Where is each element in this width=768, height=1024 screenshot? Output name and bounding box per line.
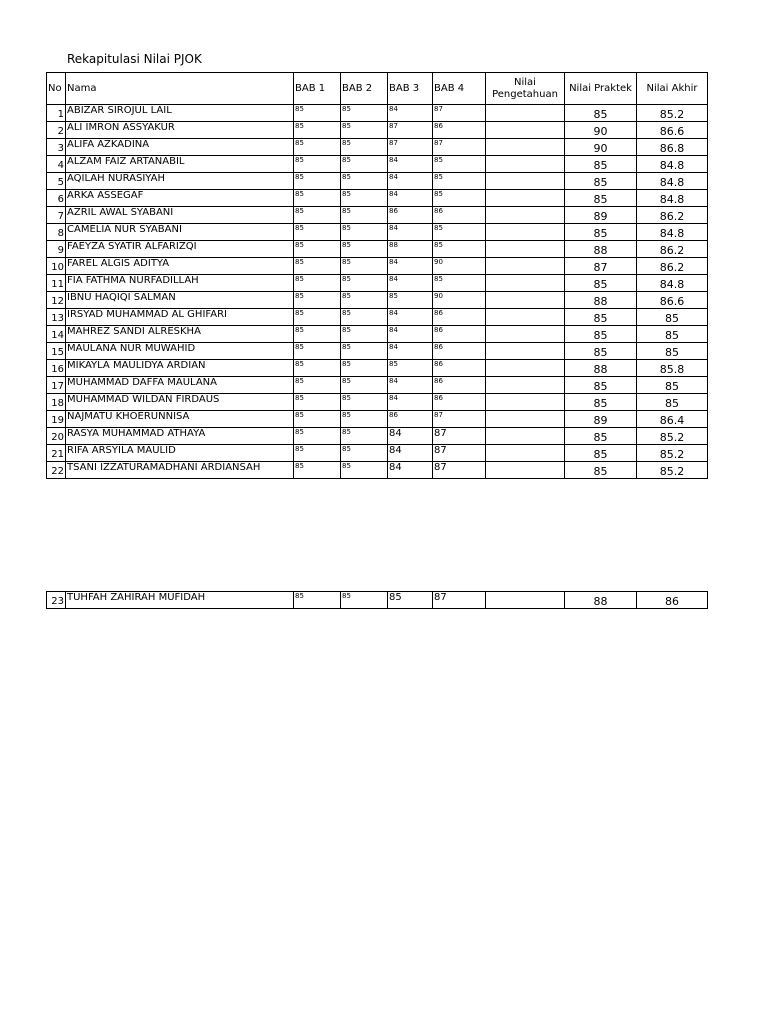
cell-nilai-praktek: 85 — [565, 445, 637, 462]
page-title: Rekapitulasi Nilai PJOK — [67, 52, 202, 66]
cell-nilai-pengetahuan — [486, 592, 565, 609]
cell-bab3: 84 — [388, 156, 433, 173]
table-row — [47, 309, 708, 326]
cell-no: 15 — [47, 343, 66, 360]
cell-bab4: 87 — [433, 445, 486, 462]
cell-bab2: 85 — [341, 224, 388, 241]
cell-no: 7 — [47, 207, 66, 224]
cell-bab2: 85 — [341, 428, 388, 445]
cell-nilai-akhir: 86 — [637, 592, 708, 609]
cell-no: 4 — [47, 156, 66, 173]
cell-no: 14 — [47, 326, 66, 343]
cell-nama: ALZAM FAIZ ARTANABIL — [66, 156, 294, 173]
table-row — [47, 592, 708, 609]
cell-bab3: 84 — [388, 275, 433, 292]
cell-nilai-praktek: 87 — [565, 258, 637, 275]
cell-nilai-praktek: 89 — [565, 411, 637, 428]
cell-bab1: 85 — [294, 224, 341, 241]
table-row — [47, 173, 708, 190]
table-row — [47, 241, 708, 258]
cell-nilai-pengetahuan — [486, 428, 565, 445]
cell-nama: IRSYAD MUHAMMAD AL GHIFARI — [66, 309, 294, 326]
cell-bab2: 85 — [341, 258, 388, 275]
cell-nama: ALIFA AZKADINA — [66, 139, 294, 156]
cell-bab3: 84 — [388, 105, 433, 122]
cell-nilai-praktek: 88 — [565, 592, 637, 609]
cell-bab1: 85 — [294, 156, 341, 173]
cell-nama: AQILAH NURASIYAH — [66, 173, 294, 190]
cell-bab4: 86 — [433, 309, 486, 326]
cell-bab4: 87 — [433, 139, 486, 156]
cell-nilai-praktek: 85 — [565, 173, 637, 190]
cell-no: 9 — [47, 241, 66, 258]
cell-bab3: 87 — [388, 139, 433, 156]
cell-no: 2 — [47, 122, 66, 139]
cell-nilai-praktek: 85 — [565, 428, 637, 445]
table-row — [47, 275, 708, 292]
cell-nama: ARKA ASSEGAF — [66, 190, 294, 207]
cell-nilai-pengetahuan — [486, 224, 565, 241]
cell-bab4: 87 — [433, 105, 486, 122]
cell-nama: NAJMATU KHOERUNNISA — [66, 411, 294, 428]
cell-nilai-akhir: 86.6 — [637, 122, 708, 139]
cell-bab1: 85 — [294, 377, 341, 394]
cell-nama: FIA FATHMA NURFADILLAH — [66, 275, 294, 292]
cell-nilai-praktek: 85 — [565, 326, 637, 343]
cell-bab3: 86 — [388, 207, 433, 224]
table-row — [47, 122, 708, 139]
cell-nilai-akhir: 85.2 — [637, 428, 708, 445]
cell-no: 6 — [47, 190, 66, 207]
cell-nilai-akhir: 85.8 — [637, 360, 708, 377]
header-bab1: BAB 1 — [294, 73, 341, 105]
cell-bab4: 87 — [433, 411, 486, 428]
cell-bab1: 85 — [294, 241, 341, 258]
cell-nilai-praktek: 85 — [565, 190, 637, 207]
cell-nilai-praktek: 85 — [565, 309, 637, 326]
cell-nilai-pengetahuan — [486, 360, 565, 377]
cell-nama: MUHAMMAD WILDAN FIRDAUS — [66, 394, 294, 411]
cell-nilai-pengetahuan — [486, 445, 565, 462]
cell-nilai-praktek: 85 — [565, 462, 637, 479]
cell-nilai-akhir: 85.2 — [637, 105, 708, 122]
cell-nilai-praktek: 85 — [565, 105, 637, 122]
cell-nilai-pengetahuan — [486, 394, 565, 411]
cell-nilai-pengetahuan — [486, 207, 565, 224]
table-row — [47, 462, 708, 479]
cell-bab2: 85 — [341, 190, 388, 207]
cell-nilai-pengetahuan — [486, 173, 565, 190]
cell-bab3: 88 — [388, 241, 433, 258]
cell-nilai-akhir: 84.8 — [637, 224, 708, 241]
cell-nilai-pengetahuan — [486, 462, 565, 479]
header-no: No — [47, 73, 66, 105]
cell-nilai-akhir: 86.4 — [637, 411, 708, 428]
table-row — [47, 139, 708, 156]
cell-nilai-pengetahuan — [486, 411, 565, 428]
cell-bab2: 85 — [341, 207, 388, 224]
cell-bab1: 85 — [294, 190, 341, 207]
cell-bab4: 86 — [433, 122, 486, 139]
cell-nilai-praktek: 85 — [565, 377, 637, 394]
table-row — [47, 343, 708, 360]
table-row — [47, 360, 708, 377]
cell-nilai-akhir: 86.6 — [637, 292, 708, 309]
cell-nama: MAHREZ SANDI ALRESKHA — [66, 326, 294, 343]
cell-bab2: 85 — [341, 139, 388, 156]
cell-bab3: 85 — [388, 360, 433, 377]
cell-bab2: 85 — [341, 122, 388, 139]
cell-nilai-pengetahuan — [486, 292, 565, 309]
cell-nilai-akhir: 84.8 — [637, 156, 708, 173]
cell-bab2: 85 — [341, 411, 388, 428]
cell-nama: RASYA MUHAMMAD ATHAYA — [66, 428, 294, 445]
header-bab4: BAB 4 — [433, 73, 486, 105]
cell-no: 8 — [47, 224, 66, 241]
cell-no: 18 — [47, 394, 66, 411]
cell-bab1: 85 — [294, 309, 341, 326]
cell-nilai-akhir: 85.2 — [637, 462, 708, 479]
cell-bab3: 85 — [388, 292, 433, 309]
cell-nilai-akhir: 85.2 — [637, 445, 708, 462]
cell-nilai-akhir: 85 — [637, 309, 708, 326]
cell-nilai-praktek: 85 — [565, 224, 637, 241]
cell-bab2: 85 — [341, 173, 388, 190]
cell-nilai-akhir: 86.8 — [637, 139, 708, 156]
grades-table-continued — [46, 591, 708, 609]
cell-bab1: 85 — [294, 360, 341, 377]
cell-bab3: 84 — [388, 377, 433, 394]
cell-bab3: 84 — [388, 394, 433, 411]
cell-nama: CAMELIA NUR SYABANI — [66, 224, 294, 241]
cell-no: 21 — [47, 445, 66, 462]
cell-bab4: 87 — [433, 592, 486, 609]
cell-nilai-praktek: 90 — [565, 122, 637, 139]
cell-bab3: 84 — [388, 428, 433, 445]
cell-nama: MUHAMMAD DAFFA MAULANA — [66, 377, 294, 394]
cell-bab2: 85 — [341, 156, 388, 173]
cell-bab1: 85 — [294, 122, 341, 139]
cell-nilai-pengetahuan — [486, 241, 565, 258]
cell-nilai-akhir: 86.2 — [637, 258, 708, 275]
cell-nama: RIFA ARSYILA MAULID — [66, 445, 294, 462]
cell-nama: MAULANA NUR MUWAHID — [66, 343, 294, 360]
cell-no: 3 — [47, 139, 66, 156]
cell-bab4: 86 — [433, 207, 486, 224]
cell-bab1: 85 — [294, 207, 341, 224]
cell-bab4: 87 — [433, 428, 486, 445]
cell-bab4: 87 — [433, 462, 486, 479]
cell-bab4: 90 — [433, 292, 486, 309]
cell-bab2: 85 — [341, 292, 388, 309]
cell-bab1: 85 — [294, 592, 341, 609]
cell-bab4: 85 — [433, 173, 486, 190]
cell-nilai-praktek: 88 — [565, 360, 637, 377]
cell-nilai-pengetahuan — [486, 275, 565, 292]
cell-bab4: 90 — [433, 258, 486, 275]
cell-bab4: 86 — [433, 326, 486, 343]
cell-nilai-praktek: 88 — [565, 241, 637, 258]
cell-bab3: 84 — [388, 462, 433, 479]
cell-nama: MIKAYLA MAULIDYA ARDIAN — [66, 360, 294, 377]
cell-nama: FAEYZA SYATIR ALFARIZQI — [66, 241, 294, 258]
cell-nilai-pengetahuan — [486, 326, 565, 343]
cell-bab4: 85 — [433, 275, 486, 292]
cell-bab2: 85 — [341, 275, 388, 292]
cell-nilai-akhir: 84.8 — [637, 190, 708, 207]
cell-no: 11 — [47, 275, 66, 292]
cell-nilai-praktek: 88 — [565, 292, 637, 309]
header-nilai-praktek: Nilai Praktek — [565, 73, 637, 105]
cell-nilai-akhir: 85 — [637, 394, 708, 411]
cell-no: 5 — [47, 173, 66, 190]
table-row — [47, 428, 708, 445]
cell-no: 19 — [47, 411, 66, 428]
table-row — [47, 105, 708, 122]
cell-no: 23 — [47, 592, 66, 609]
cell-nama: TSANI IZZATURAMADHANI ARDIANSAH — [66, 462, 294, 479]
cell-nilai-pengetahuan — [486, 122, 565, 139]
cell-bab3: 84 — [388, 258, 433, 275]
cell-nilai-praktek: 85 — [565, 156, 637, 173]
cell-nama: AZRIL AWAL SYABANI — [66, 207, 294, 224]
cell-bab1: 85 — [294, 173, 341, 190]
cell-nilai-praktek: 90 — [565, 139, 637, 156]
cell-nilai-akhir: 86.2 — [637, 241, 708, 258]
cell-bab1: 85 — [294, 275, 341, 292]
cell-nilai-akhir: 84.8 — [637, 275, 708, 292]
table-row — [47, 292, 708, 309]
cell-nilai-pengetahuan — [486, 258, 565, 275]
grades-table — [46, 72, 708, 479]
cell-no: 22 — [47, 462, 66, 479]
cell-no: 16 — [47, 360, 66, 377]
cell-nilai-praktek: 89 — [565, 207, 637, 224]
header-bab2: BAB 2 — [341, 73, 388, 105]
table-row — [47, 224, 708, 241]
cell-no: 10 — [47, 258, 66, 275]
grades-table-continued-body — [47, 592, 708, 609]
cell-nilai-akhir: 85 — [637, 377, 708, 394]
cell-bab2: 85 — [341, 343, 388, 360]
cell-bab1: 85 — [294, 139, 341, 156]
cell-bab1: 85 — [294, 292, 341, 309]
grades-table-body — [47, 105, 708, 479]
cell-nilai-akhir: 86.2 — [637, 207, 708, 224]
cell-bab2: 85 — [341, 241, 388, 258]
cell-bab4: 86 — [433, 394, 486, 411]
cell-bab4: 86 — [433, 343, 486, 360]
cell-bab2: 85 — [341, 592, 388, 609]
cell-bab3: 84 — [388, 190, 433, 207]
cell-nilai-pengetahuan — [486, 343, 565, 360]
table-row — [47, 411, 708, 428]
cell-bab1: 85 — [294, 326, 341, 343]
cell-bab2: 85 — [341, 105, 388, 122]
cell-no: 17 — [47, 377, 66, 394]
cell-nilai-pengetahuan — [486, 156, 565, 173]
header-nilai-akhir: Nilai Akhir — [637, 73, 708, 105]
cell-nilai-pengetahuan — [486, 377, 565, 394]
cell-bab3: 87 — [388, 122, 433, 139]
cell-bab3: 84 — [388, 173, 433, 190]
cell-nilai-pengetahuan — [486, 190, 565, 207]
cell-no: 12 — [47, 292, 66, 309]
table-row — [47, 377, 708, 394]
cell-nilai-pengetahuan — [486, 139, 565, 156]
table-row — [47, 445, 708, 462]
cell-bab3: 84 — [388, 309, 433, 326]
cell-bab1: 85 — [294, 411, 341, 428]
table-row — [47, 258, 708, 275]
cell-bab1: 85 — [294, 105, 341, 122]
table-row — [47, 190, 708, 207]
table-row — [47, 326, 708, 343]
cell-bab3: 84 — [388, 445, 433, 462]
cell-nilai-pengetahuan — [486, 105, 565, 122]
cell-bab1: 85 — [294, 394, 341, 411]
cell-bab1: 85 — [294, 258, 341, 275]
cell-bab2: 85 — [341, 360, 388, 377]
cell-bab2: 85 — [341, 445, 388, 462]
cell-nilai-praktek: 85 — [565, 343, 637, 360]
cell-nilai-akhir: 85 — [637, 326, 708, 343]
header-nama: Nama — [66, 73, 294, 105]
cell-bab2: 85 — [341, 394, 388, 411]
cell-bab2: 85 — [341, 377, 388, 394]
cell-bab2: 85 — [341, 309, 388, 326]
cell-bab3: 84 — [388, 326, 433, 343]
cell-bab1: 85 — [294, 428, 341, 445]
cell-nama: TUHFAH ZAHIRAH MUFIDAH — [66, 592, 294, 609]
cell-nama: ALI IMRON ASSYAKUR — [66, 122, 294, 139]
table-row — [47, 394, 708, 411]
cell-bab4: 86 — [433, 377, 486, 394]
cell-bab4: 85 — [433, 190, 486, 207]
header-nilai-pengetahuan: Nilai Pengetahuan — [486, 73, 565, 105]
cell-bab4: 85 — [433, 224, 486, 241]
cell-nama: IBNU HAQIQI SALMAN — [66, 292, 294, 309]
cell-bab1: 85 — [294, 343, 341, 360]
cell-nama: FAREL ALGIS ADITYA — [66, 258, 294, 275]
cell-no: 20 — [47, 428, 66, 445]
table-row — [47, 207, 708, 224]
cell-bab3: 84 — [388, 343, 433, 360]
table-header-row — [47, 73, 708, 105]
cell-bab3: 86 — [388, 411, 433, 428]
cell-nama: ABIZAR SIROJUL LAIL — [66, 105, 294, 122]
cell-bab3: 85 — [388, 592, 433, 609]
cell-bab2: 85 — [341, 326, 388, 343]
cell-bab4: 86 — [433, 360, 486, 377]
cell-bab2: 85 — [341, 462, 388, 479]
cell-bab4: 85 — [433, 156, 486, 173]
cell-nilai-akhir: 85 — [637, 343, 708, 360]
cell-bab4: 85 — [433, 241, 486, 258]
cell-nilai-praktek: 85 — [565, 275, 637, 292]
cell-nilai-pengetahuan — [486, 309, 565, 326]
cell-no: 13 — [47, 309, 66, 326]
cell-nilai-akhir: 84.8 — [637, 173, 708, 190]
cell-bab1: 85 — [294, 462, 341, 479]
table-row — [47, 156, 708, 173]
cell-nilai-praktek: 85 — [565, 394, 637, 411]
header-bab3: BAB 3 — [388, 73, 433, 105]
cell-bab1: 85 — [294, 445, 341, 462]
cell-bab3: 84 — [388, 224, 433, 241]
cell-no: 1 — [47, 105, 66, 122]
